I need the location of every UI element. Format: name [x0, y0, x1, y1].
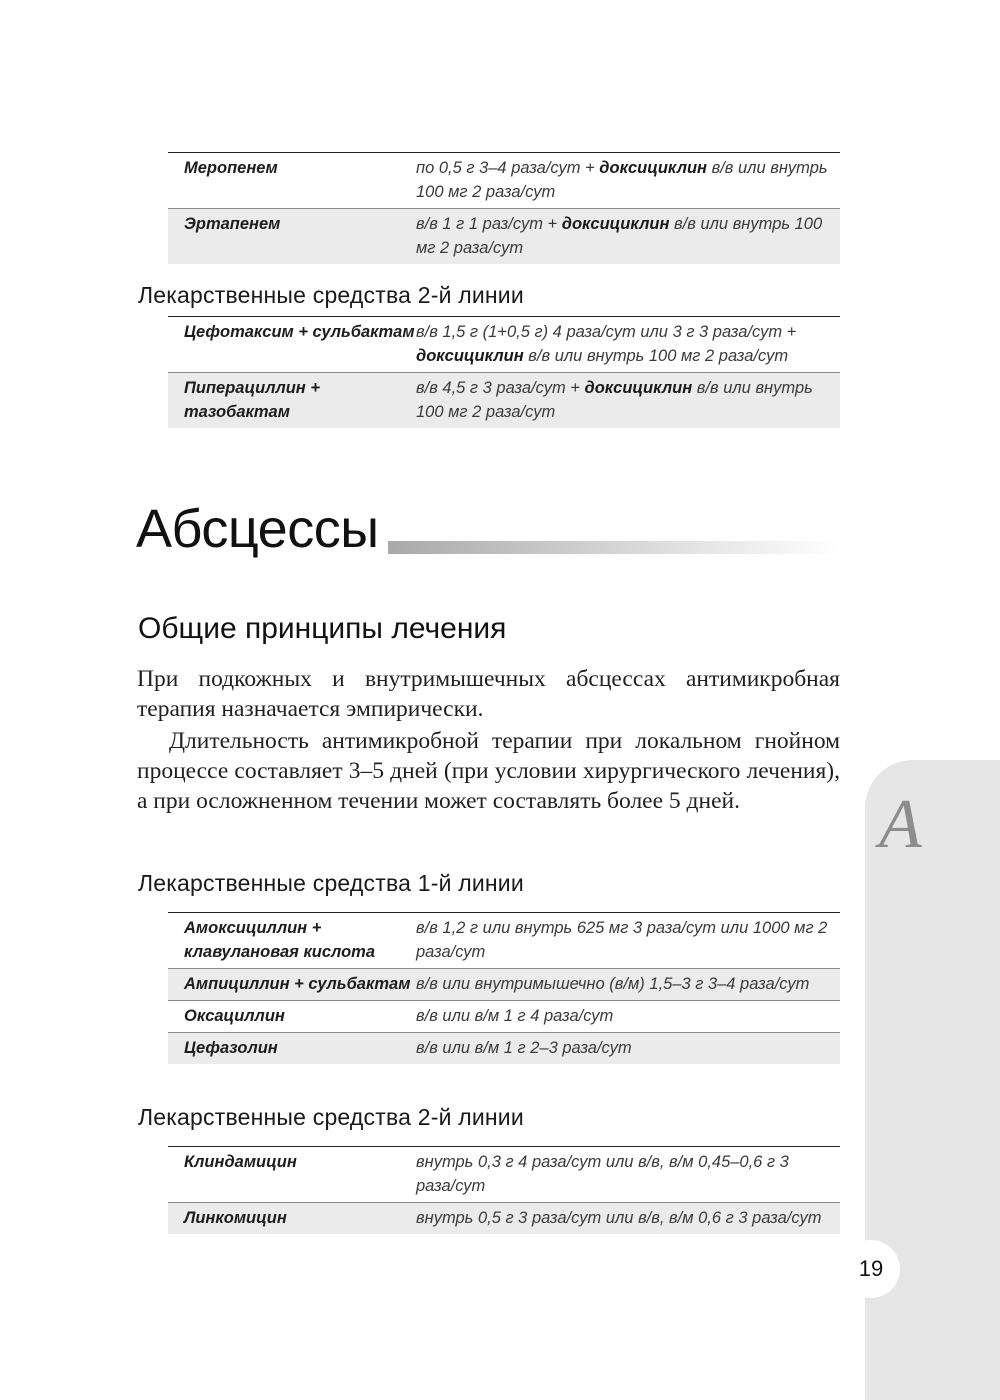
dosage-text: в/в или внутрь 100 мг 2 раза/сут — [523, 347, 789, 365]
drug-name: Меропенем — [184, 159, 278, 177]
drug-dosage — [416, 1001, 840, 1033]
table-row — [168, 373, 840, 429]
dosage-text: в/в или внутрь 100 мг 2 раза/сут — [416, 379, 813, 421]
paragraph-2: Длительность антимикробной терапии при локальном гнойном процессе составляет 3–5 дней (при условии хирургического лечения), а при осложненном течении может составлять более 5 дней. — [137, 728, 840, 814]
drug-name: Оксациллин — [168, 1001, 416, 1033]
table-row — [168, 209, 840, 265]
drug-table-body — [168, 317, 840, 429]
drug-name: Амоксициллин + клавулановая кислота — [184, 919, 376, 961]
table-row — [168, 969, 840, 1001]
table-row — [168, 913, 840, 969]
dosage-text: в/в 1,5 г (1+0,5 г) 4 раза/сут или 3 г 3 раза/сут + — [416, 323, 797, 341]
dosage-text: в/в или внутрь 100 мг 2 раза/сут — [416, 215, 823, 257]
chapter-letter: А — [879, 786, 922, 863]
dosage-text: внутрь 0,5 г 3 раза/сут или в/в, в/м 0,6 г 3 раза/сут — [416, 1209, 822, 1227]
drug-name: Ампициллин + сульбактам — [168, 969, 416, 1001]
drug-table-first-line — [168, 912, 840, 1064]
page-number: 19 — [842, 1240, 900, 1298]
first-line-heading: Лекарственные средства 1-й линии — [138, 870, 524, 896]
drug-table-second-line — [168, 316, 840, 428]
dosage-text: в/в или в/м 1 г 2–3 раза/сут — [416, 1039, 632, 1057]
dosage-text: внутрь 0,3 г 4 раза/сут или в/в, в/м 0,45–0,6 г 3 раза/сут — [416, 1153, 789, 1195]
dosage-text: в/в 1 г 1 раз/сут + — [416, 215, 562, 233]
table-row — [168, 1147, 840, 1203]
dosage-drug-emphasis: доксициклин — [561, 215, 670, 233]
dosage-drug-emphasis: доксициклин — [416, 347, 524, 365]
drug-dosage — [416, 373, 840, 429]
dosage-text: в/в 1,2 г или внутрь 625 мг 3 раза/сут или 1000 мг 2 раза/сут — [416, 919, 828, 961]
drug-table-second-line-abscess — [168, 1146, 840, 1234]
drug-name: Цефазолин — [168, 1033, 416, 1065]
drug-name: Клиндамицин — [184, 1153, 297, 1171]
dosage-text: по 0,5 г 3–4 раза/сут + — [416, 159, 600, 177]
dosage-text: в/в или в/м 1 г 4 раза/сут — [416, 1007, 614, 1025]
dosage-text: в/в или внутримышечно (в/м) 1,5–3 г 3–4 раза/сут — [416, 975, 810, 993]
second-line-heading-abscess: Лекарственные средства 2-й линии — [138, 1104, 524, 1130]
dosage-drug-emphasis: доксициклин — [599, 159, 708, 177]
table-row — [168, 153, 840, 209]
dosage-text: в/в или внутрь 100 мг 2 раза/сут — [416, 159, 828, 201]
drug-name: Цефотаксим + сульбактам — [184, 323, 415, 341]
drug-dosage — [416, 969, 840, 1001]
dosage-text: в/в 4,5 г 3 раза/сут + — [416, 379, 585, 397]
table-row — [168, 1203, 840, 1235]
table-row — [168, 1001, 840, 1033]
dosage-drug-emphasis: доксициклин — [584, 379, 693, 397]
drug-name: Линкомицин — [168, 1203, 416, 1235]
principles-heading: Общие принципы лечения — [138, 612, 507, 645]
table-row — [168, 317, 840, 373]
drug-dosage — [416, 153, 840, 209]
section-title: Абсцессы — [136, 499, 379, 559]
drug-table-body — [168, 1147, 840, 1235]
drug-dosage — [416, 913, 840, 969]
drug-dosage — [416, 1203, 840, 1235]
drug-table-body — [168, 913, 840, 1065]
title-gradient-bar — [388, 541, 840, 554]
paragraph-1: При подкожных и внутримышечных абсцессах антимикробная терапия назначается эмпирически. — [137, 666, 840, 722]
second-line-heading: Лекарственные средства 2-й линии — [138, 282, 524, 308]
drug-table-body — [168, 153, 840, 265]
drug-dosage — [416, 317, 840, 373]
drug-name: Эртапенем — [168, 209, 416, 265]
table-row — [168, 1033, 840, 1065]
drug-dosage — [416, 1147, 840, 1203]
drug-dosage — [416, 1033, 840, 1065]
drug-dosage — [416, 209, 840, 265]
drug-name: Пиперациллин + тазобактам — [168, 373, 416, 429]
drug-table-top — [168, 152, 840, 264]
